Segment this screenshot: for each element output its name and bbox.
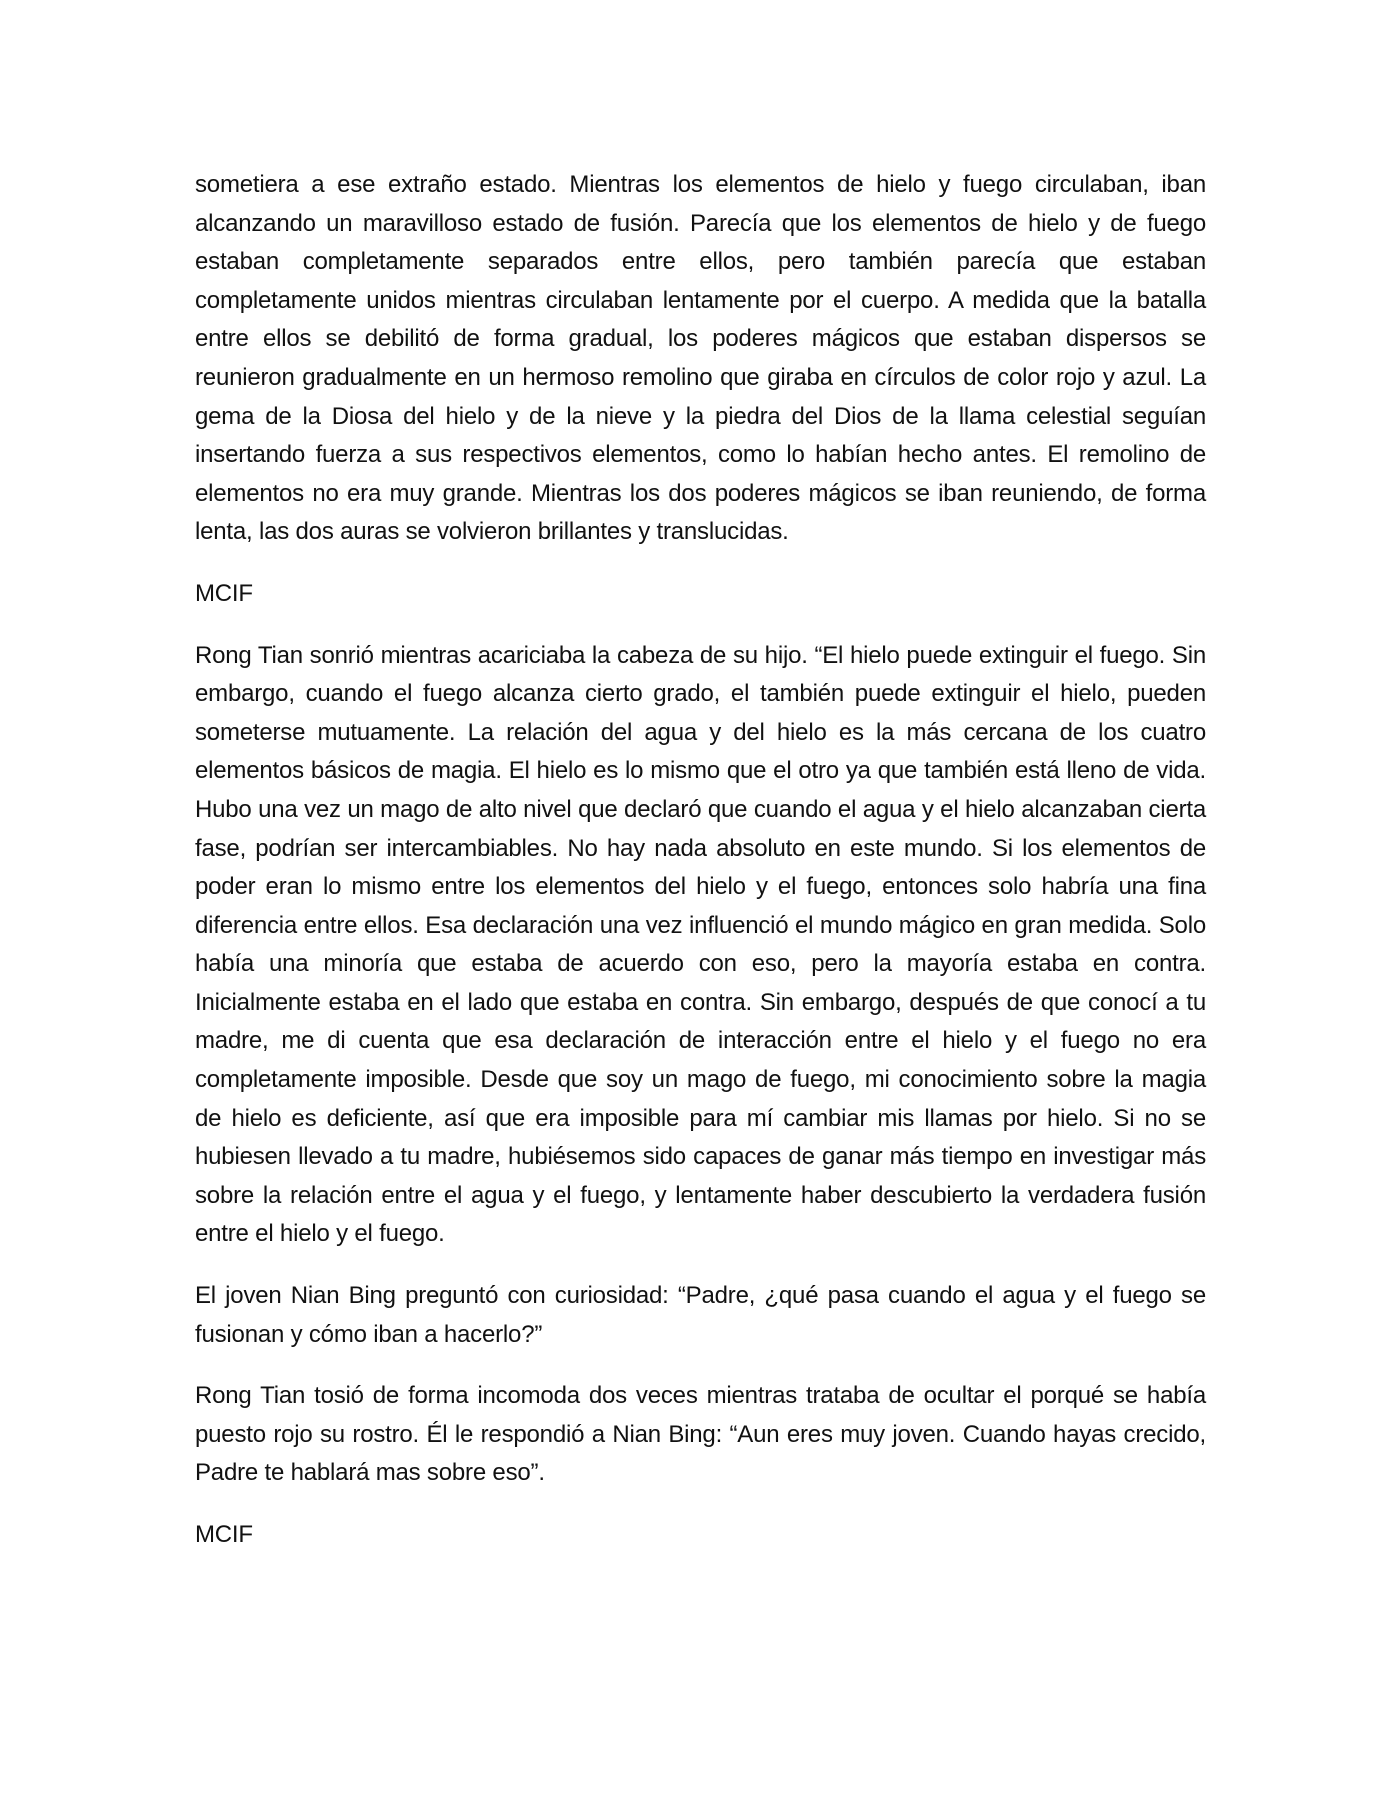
paragraph-rong-tian-explanation: Rong Tian sonrió mientras acariciaba la cabeza de su hijo. “El hielo puede extinguir el fuego. Sin embargo, cuando el fuego alcanza cierto grado, el también puede extinguir el hielo, pueden someterse mutuamente. La relación del agua y del hielo es la más cercana de los cuatro elementos básicos de magia. El hielo es lo mismo que el otro ya que también está lleno de vida. Hubo una vez un mago de alto nivel que declaró que cuando el agua y el hielo alcanzaban cierta fase, podrían ser intercambiables. No hay nada absoluto en este mundo. Si los elementos de poder eran lo mismo entre los elementos del hielo y el fuego, entonces solo habría una fina diferencia entre ellos. Esa declaración una vez influenció el mundo mágico en gran medida. Solo había una minoría que estaba de acuerdo con eso, pero la mayoría estaba en contra. Inicialmente estaba en el lado que estaba en contra. Sin embargo, después de que conocí a tu madre, me di cuenta que esa declaración de interacción entre el hielo y el fuego no era completamente imposible. Desde que soy un mago de fuego, mi conocimiento sobre la magia de hielo es deficiente, así que era imposible para mí cambiar mis llamas por hielo. Si no se hubiesen llevado a tu madre, hubiésemos sido capaces de ganar más tiempo en investigar más sobre la relación entre el agua y el fuego, y lentamente haber descubierto la verdadera fusión entre el hielo y el fuego.: [195, 641, 1206, 1248]
paragraph-fusion-description: sometiera a ese extraño estado. Mientras los elementos de hielo y fuego circulaban, iban alcanzando un maravilloso estado de fusión. Parecía que los elementos de hielo y de fuego estaban completamente separados entre ellos, pero también parecía que estaban completamente unidos mientras circulaban lentamente por el cuerpo. A medida que la batalla entre ellos se debilitó de forma gradual, los poderes mágicos que estaban dispersos se reunieron gradualmente en un hermoso remolino que giraba en círculos de color rojo y azul. La gema de la Diosa del hielo y de la nieve y la piedra del Dios de la llama celestial seguían insertando fuerza a sus respectivos elementos, como lo habían hecho antes. El remolino de elementos no era muy grande. Mientras los dos poderes mágicos se iban reuniendo, de forma lenta, las dos auras se volvieron brillantes y translucidas.: [195, 171, 1206, 546]
document-page: [195, 166, 1206, 1578]
paragraph-nian-bing-question: El joven Nian Bing preguntó con curiosidad: “Padre, ¿qué pasa cuando el agua y el fuego se fusionan y cómo iban a hacerlo?”: [195, 1282, 1206, 1348]
paragraph-rong-tian-reply: Rong Tian tosió de forma incomoda dos veces mientras trataba de ocultar el porqué se había puesto rojo su rostro. Él le respondió a Nian Bing: “Aun eres muy joven. Cuando hayas crecido, Padre te hablará mas sobre eso”.: [195, 1382, 1206, 1487]
section-marker: MCIF: [195, 1521, 253, 1548]
section-marker: MCIF: [195, 579, 253, 607]
